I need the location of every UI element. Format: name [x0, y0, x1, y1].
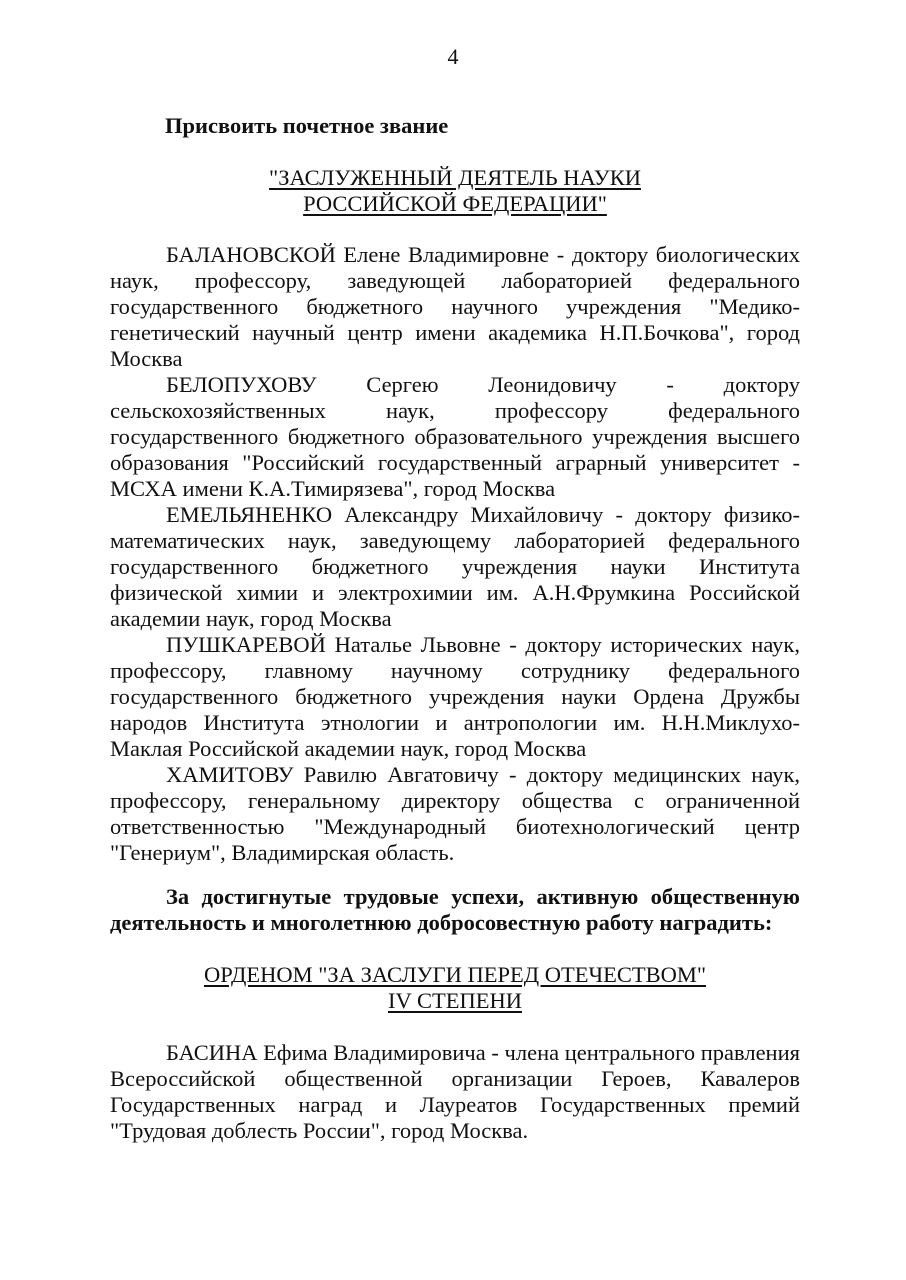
- section1-intro: Присвоить почетное звание: [165, 113, 449, 138]
- section2-title-line2: IV СТЕПЕНИ: [388, 988, 522, 1013]
- page-number: 4: [447, 44, 459, 69]
- section1-title: [110, 165, 800, 217]
- section1-title-line1: "ЗАСЛУЖЕННЫЙ ДЕЯТЕЛЬ НАУКИ: [269, 165, 641, 190]
- award-paragraph-balanovskaya: БАЛАНОВСКОЙ Елене Владимировне - доктору биологических наук, профессору, заведующей лабораторией федерального государственного бюджетного научного учреждения "Медико-генетический научный центр имени академика Н.П.Бочкова", город Москва: [110, 242, 800, 371]
- section2-body: [110, 1040, 800, 1144]
- award-paragraph-emelyanenko: ЕМЕЛЬЯНЕНКО Александру Михайловичу - доктору физико-математических наук, заведующему лабораторией федерального государственного бюджетного учреждения науки Института физической химии и электрохимии им. А.Н.Фрумкина Российской академии наук, город Москва: [110, 502, 800, 631]
- section1-body: [110, 242, 800, 866]
- award-paragraph-belopukhov: БЕЛОПУХОВУ Сергею Леонидовичу - доктору сельскохозяйственных наук, профессору федерального государственного бюджетного образовательного учреждения высшего образования "Российский государственный аграрный университет - МСХА имени К.А.Тимирязева", город Москва: [110, 372, 800, 501]
- section2-intro: За достигнутые трудовые успехи, активную общественную деятельность и многолетнюю добросовестную работу наградить:: [110, 884, 800, 935]
- section2-title: [110, 962, 800, 1014]
- award-paragraph-khamitov: ХАМИТОВУ Равилю Авгатовичу - доктору медицинских наук, профессору, генеральному директору общества с ограниченной ответственностью "Международный биотехнологический центр "Генериум", Владимирская область.: [110, 762, 800, 865]
- section2-title-line1: ОРДЕНОМ "ЗА ЗАСЛУГИ ПЕРЕД ОТЕЧЕСТВОМ": [203, 962, 707, 987]
- award-paragraph-basin: БАСИНА Ефима Владимировича - члена центрального правления Всероссийской общественной организации Героев, Кавалеров Государственных наград и Лауреатов Государственных премий "Трудовая доблесть России", город Москва.: [110, 1040, 800, 1143]
- section1-title-line2: РОССИЙСКОЙ ФЕДЕРАЦИИ": [303, 191, 607, 216]
- award-paragraph-pushkareva: ПУШКАРЕВОЙ Наталье Львовне - доктору исторических наук, профессору, главному научному сотруднику федерального государственного бюджетного учреждения науки Ордена Дружбы народов Института этнологии и антропологии им. Н.Н.Миклухо-Маклая Российской академии наук, город Москва: [110, 632, 800, 761]
